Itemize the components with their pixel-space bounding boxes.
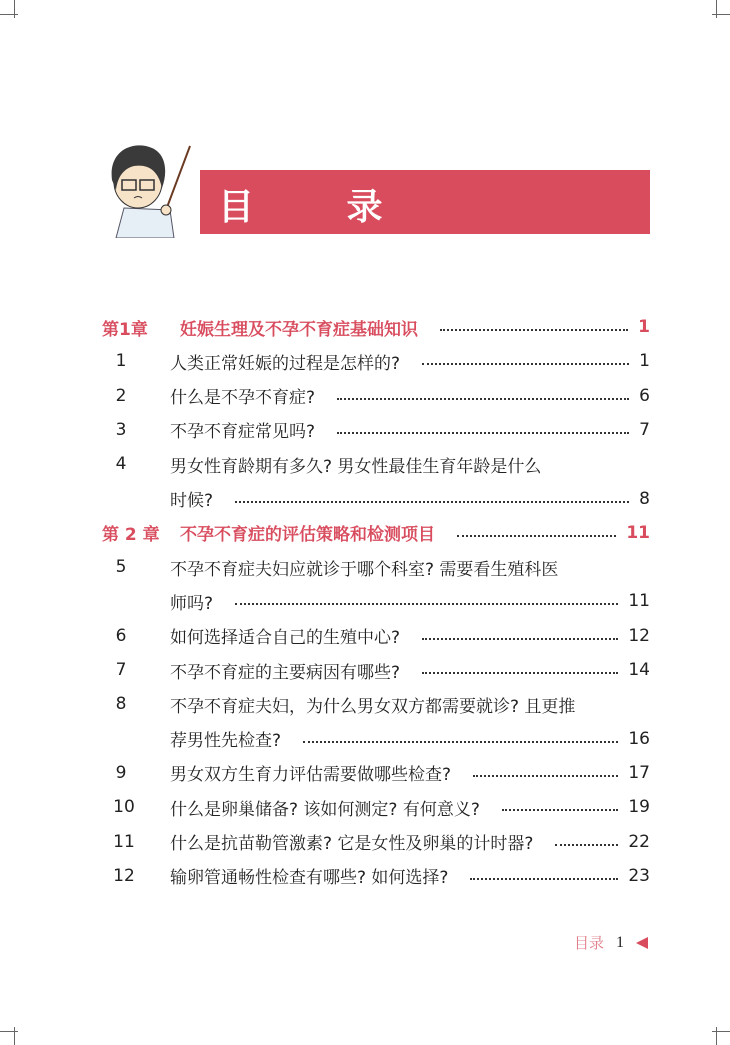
page-footer xyxy=(574,932,648,953)
page-number: 8 xyxy=(639,488,650,509)
entry-number: 6 xyxy=(115,625,127,646)
toc-entry[interactable] xyxy=(102,758,650,788)
entry-number: 9 xyxy=(115,762,127,783)
chapter-label: 第1章 xyxy=(102,319,148,340)
crop-mark xyxy=(712,1031,730,1032)
entry-title: 什么是卵巢储备? 该如何测定? 有何意义? xyxy=(170,799,480,820)
crop-mark xyxy=(14,0,15,18)
crop-mark xyxy=(716,1027,717,1045)
toc-chapter-entry[interactable] xyxy=(102,518,650,548)
entry-title: 不孕不育症夫妇应就诊于哪个科室? 需要看生殖科医 xyxy=(170,559,559,580)
toc-entry[interactable] xyxy=(102,827,650,857)
toc-chapter-entry[interactable] xyxy=(102,312,650,342)
entry-number: 5 xyxy=(115,557,127,578)
entry-title: 人类正常妊娠的过程是怎样的? xyxy=(170,353,401,374)
page-number: 17 xyxy=(628,762,650,783)
page-number: 6 xyxy=(639,385,650,406)
dot-leader xyxy=(422,363,629,365)
entry-title: 男女双方生育力评估需要做哪些检查? xyxy=(170,765,452,786)
entry-title: 什么是抗苗勒管激素? 它是女性及卵巢的计时器? xyxy=(170,834,534,854)
toc-entry[interactable] xyxy=(102,449,650,479)
page-number: 1 xyxy=(639,351,650,372)
page-title: 目 录 xyxy=(218,187,423,228)
triangle-marker-icon xyxy=(636,937,648,949)
page-number: 14 xyxy=(628,660,650,680)
toc-entry-continuation[interactable] xyxy=(102,586,650,616)
toc-entry[interactable] xyxy=(102,861,650,891)
page-number: 12 xyxy=(628,625,650,646)
dot-leader xyxy=(440,329,628,331)
entry-number: 2 xyxy=(115,385,127,406)
dot-leader xyxy=(470,878,618,880)
toc-entry-continuation[interactable] xyxy=(102,484,650,514)
footer-page-number: 1 xyxy=(616,933,625,951)
dot-leader xyxy=(473,775,618,777)
chapter-label: 第 2 章 xyxy=(102,525,160,546)
entry-number: 11 xyxy=(113,831,135,852)
dot-leader xyxy=(337,398,629,400)
dot-leader xyxy=(337,432,629,434)
entry-number: 10 xyxy=(113,797,135,818)
crop-mark xyxy=(712,14,730,15)
entry-title: 什么是不孕不育症? xyxy=(170,388,316,409)
entry-title: 不孕不育症常见吗? xyxy=(170,422,316,443)
footer-section-label: 目录 xyxy=(574,934,605,952)
dot-leader xyxy=(235,603,618,605)
crop-mark xyxy=(0,14,18,15)
toc-entry[interactable] xyxy=(102,381,650,411)
dot-leader xyxy=(422,672,618,674)
page-number: 11 xyxy=(628,591,650,612)
entry-title: 男女性育龄期有多久? 男女性最佳生育年龄是什么 xyxy=(170,456,542,477)
toc-entry[interactable] xyxy=(102,621,650,651)
entry-number: 8 xyxy=(115,694,127,715)
dot-leader xyxy=(303,741,618,743)
chapter-title: 不孕不育症的评估策略和检测项目 xyxy=(180,525,435,546)
entry-title-continuation: 荐男性先检查? xyxy=(170,731,282,752)
page-number: 1 xyxy=(638,317,650,337)
doctor-mascot-illustration xyxy=(104,140,196,238)
entry-title: 输卵管通畅性检查有哪些? 如何选择? xyxy=(170,868,449,889)
page-number: 19 xyxy=(628,797,650,818)
toc-entry[interactable] xyxy=(102,552,650,582)
entry-number: 1 xyxy=(115,351,127,372)
toc-entry[interactable] xyxy=(102,415,650,445)
page-number: 23 xyxy=(628,865,650,886)
dot-leader xyxy=(457,535,616,537)
entry-title-continuation: 师吗? xyxy=(170,593,214,614)
dot-leader xyxy=(422,638,618,640)
entry-number: 7 xyxy=(115,660,127,680)
dot-leader xyxy=(235,501,629,503)
toc-entry[interactable] xyxy=(102,792,650,822)
entry-title: 如何选择适合自己的生殖中心? xyxy=(170,628,401,649)
toc-entry[interactable] xyxy=(102,655,650,685)
dot-leader xyxy=(502,809,618,811)
crop-mark xyxy=(716,0,717,18)
entry-number: 4 xyxy=(115,454,127,475)
entry-title-continuation: 时候? xyxy=(170,491,214,511)
chapter-title: 妊娠生理及不孕不育症基础知识 xyxy=(180,319,418,340)
entry-number: 12 xyxy=(113,865,135,886)
entry-number: 3 xyxy=(115,419,127,440)
page-number: 7 xyxy=(639,419,650,440)
toc-banner xyxy=(200,170,650,234)
crop-mark xyxy=(14,1027,15,1045)
dot-leader xyxy=(555,844,618,846)
page-number: 16 xyxy=(628,728,650,749)
page-number: 11 xyxy=(626,522,650,543)
toc-entry-continuation[interactable] xyxy=(102,724,650,754)
entry-title: 不孕不育症的主要病因有哪些? xyxy=(170,662,401,683)
entry-title: 不孕不育症夫妇，为什么男女双方都需要就诊? 且更推 xyxy=(170,696,576,717)
crop-mark xyxy=(0,1031,18,1032)
toc-entry[interactable] xyxy=(102,346,650,376)
toc-entry[interactable] xyxy=(102,689,650,719)
page-number: 22 xyxy=(628,831,650,852)
